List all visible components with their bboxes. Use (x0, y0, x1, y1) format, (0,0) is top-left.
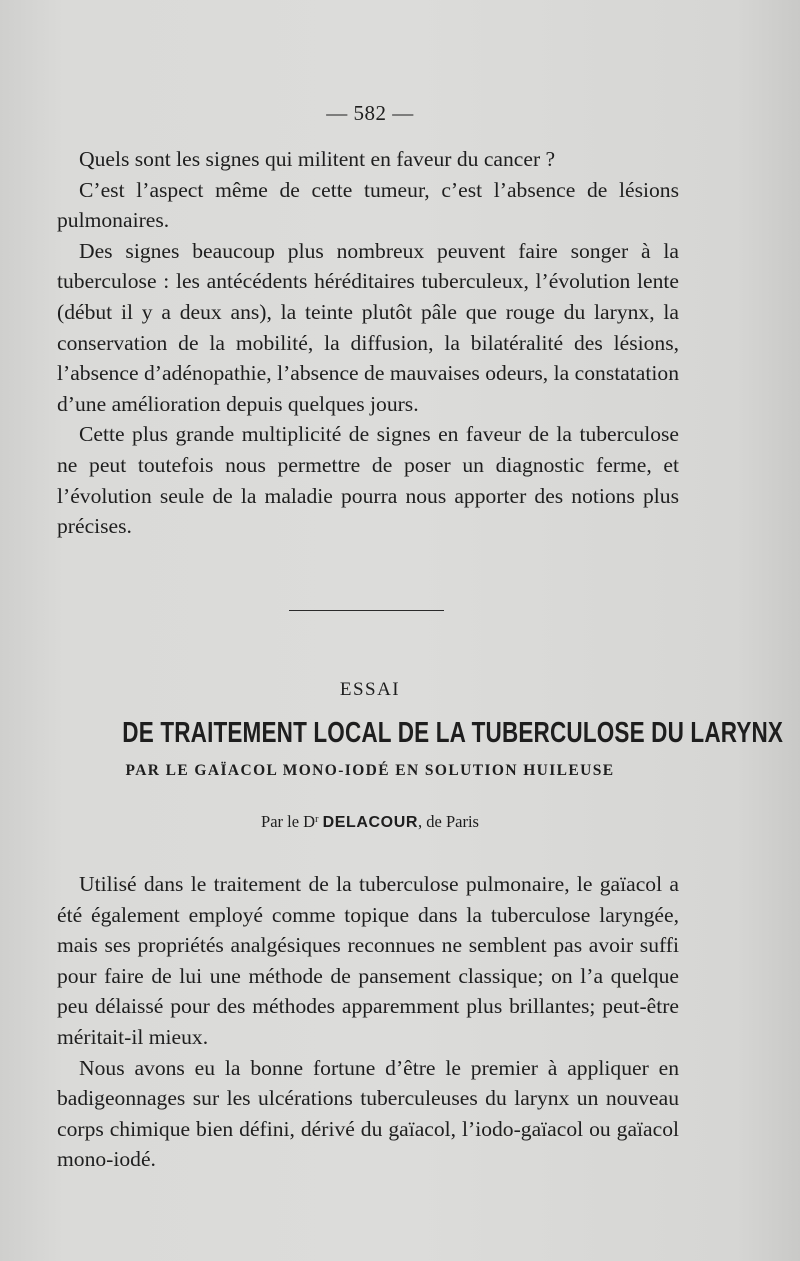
article-byline (0, 812, 740, 832)
paragraph: Des signes beaucoup plus nombreux peuvent faire songer à la tuberculose : les antécédents héréditaires tuberculeux, l’évolution lente (début il y a deux ans), la teinte plutôt pâle que rouge du larynx, la conservation de la mobilité, la diffusion, la bilatéralité des lésions, l’absence d’adénopathie, l’absence de mauvaises odeurs, la constatation d’une amélioration depuis quelques jours. (57, 238, 679, 416)
author-name: DELACOUR (322, 814, 419, 831)
paragraph: Utilisé dans le traitement de la tuberculose pulmonaire, le gaïacol a été également employé comme topique dans la tuberculose laryngée, mais ses propriétés analgésiques reconnues ne semblent pas avoir suffi pour faire de lui une méthode de pansement classique; on l’a quelque peu délaissé pour des méthodes apparemment plus brillantes; peut-être méritait-il mieux. (57, 872, 679, 1049)
article-title: DE TRAITEMENT LOCAL DE LA TUBERCULOSE DU LARYNX (122, 717, 784, 749)
article-body-text (57, 869, 679, 1175)
byline-suffix: , de Paris (418, 812, 479, 831)
previous-section-text (57, 144, 679, 542)
paragraph: Cette plus grande multiplicité de signes en faveur de la tuberculose ne peut toutefois nous permettre de poser un diagnostic ferme, et l’évolution seule de la maladie pourra nous apporter des notions plus précises. (57, 422, 679, 539)
section-separator-rule (289, 610, 444, 611)
paragraph: Quels sont les signes qui militent en faveur du cancer ? (79, 147, 556, 171)
article-subtitle: PAR LE GAÏACOL MONO-IODÉ EN SOLUTION HUILEUSE (125, 762, 615, 779)
byline-prefix: Par le D (261, 812, 316, 831)
paragraph: Nous avons eu la bonne fortune d’être le premier à appliquer en badigeonnages sur les ulcérations tuberculeuses du larynx un nouveau corps chimique bien défini, dérivé du gaïacol, l’iodo-gaïacol ou gaïacol mono-iodé. (57, 1055, 679, 1172)
paragraph: C’est l’aspect même de cette tumeur, c’est l’absence de lésions pulmonaires. (57, 177, 679, 233)
page-number: — 582 — (326, 101, 414, 125)
article-kicker: ESSAI (339, 679, 401, 700)
byline-superscript: r (315, 814, 319, 825)
